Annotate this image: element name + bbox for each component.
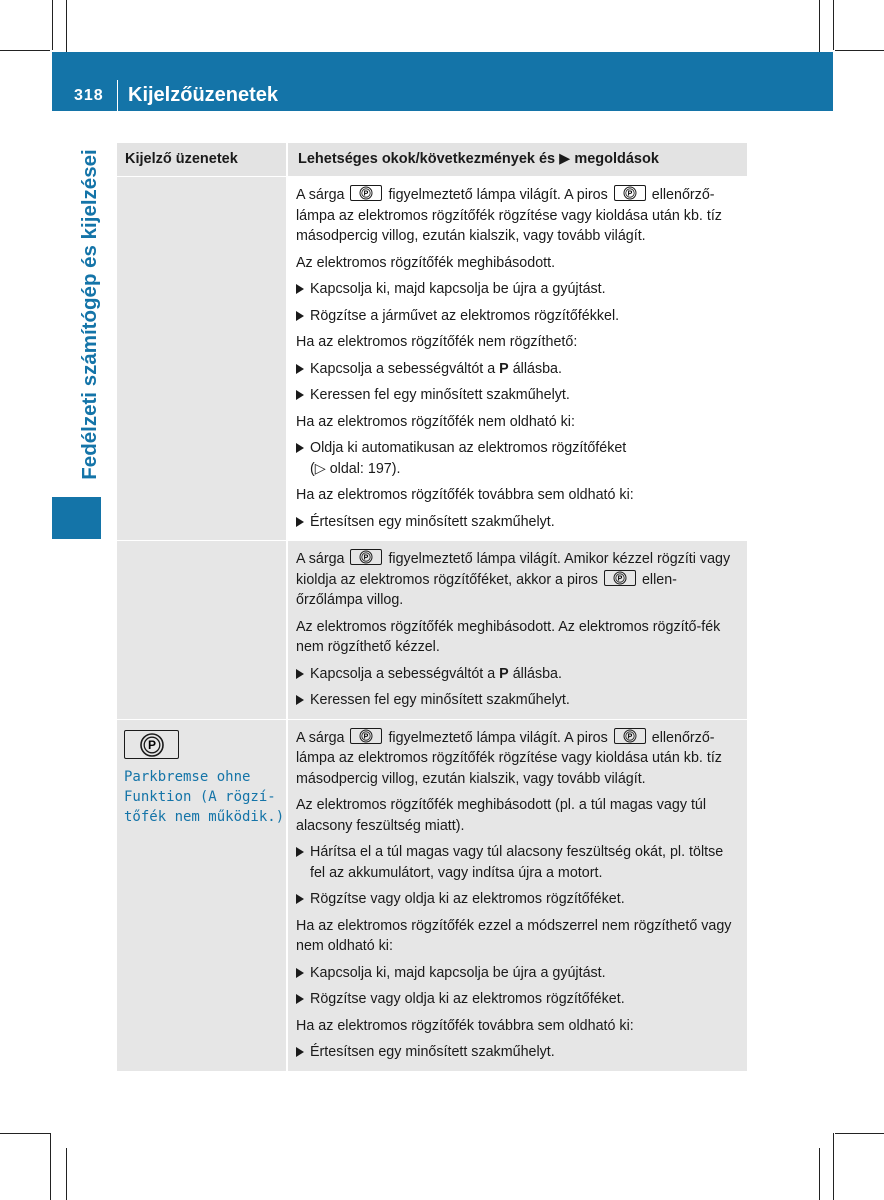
messages-table: [117, 143, 747, 1072]
instruction-item: [296, 385, 741, 406]
crop-mark: [0, 1133, 50, 1134]
page-number: 318: [74, 87, 104, 104]
arrow-icon: [296, 894, 304, 904]
text: Keressen fel egy minősített szakműhelyt.: [310, 387, 570, 403]
paragraph: [296, 549, 741, 611]
instruction-item: [296, 512, 741, 533]
display-message-cell: [117, 177, 288, 540]
paragraph: [296, 728, 741, 790]
instruction-item: [296, 306, 741, 327]
paragraph: [296, 185, 741, 247]
arrow-icon: [296, 1047, 304, 1057]
svg-text:P: P: [617, 575, 623, 583]
gear-position: P: [499, 360, 509, 377]
instruction-item: [296, 438, 741, 479]
svg-text:P: P: [364, 733, 369, 741]
text: állásba.: [512, 665, 562, 682]
side-tab: [52, 497, 101, 539]
text: A sárga: [296, 729, 345, 746]
crop-mark: [835, 50, 884, 51]
table-row: [117, 541, 747, 720]
arrow-icon: [296, 311, 304, 321]
paragraph: Az elektromos rögzítőfék meghibásodott (pl. a túl magas vagy túl alacsony feszültség miatt).: [296, 797, 707, 834]
parking-brake-icon: [614, 185, 646, 201]
paragraph: Az elektromos rögzítőfék meghibásodott. Az elektromos rögzítő-fék nem rögzíthető kézzel.: [296, 618, 721, 655]
svg-text:P: P: [147, 737, 157, 752]
text: Kapcsolja a sebességváltót a: [310, 360, 496, 377]
text: ellenőrző-lámpa az elektromos rögzítőfék rögzítése vagy kioldása után kb. tíz másodpercig villog, ezután kialszik, vagy tovább világít.: [296, 187, 722, 244]
text: Hárítsa el a túl magas vagy túl alacsony feszültség okát, pl. töltse fel az akkumulátort, vagy indítsa újra a motort.: [310, 844, 724, 881]
parking-brake-icon: [350, 185, 382, 201]
col-header-causes-solutions: Lehetséges okok/következmények és ▶ megoldások: [288, 143, 747, 176]
svg-text:P: P: [364, 190, 369, 198]
parking-brake-icon: [614, 728, 646, 744]
display-message-cell: [117, 720, 288, 1071]
arrow-icon: [296, 669, 304, 679]
parking-brake-icon: [604, 570, 636, 586]
crop-mark: [52, 0, 53, 50]
crop-mark: [0, 50, 50, 51]
text: A sárga: [296, 187, 345, 203]
solution-cell: [288, 541, 747, 719]
text: Rögzítse vagy oldja ki az elektromos rögzítőféket.: [310, 991, 625, 1007]
text: figyelmeztető lámpa világít. A piros: [388, 729, 608, 746]
text: Kapcsolja ki, majd kapcsolja be újra a gyújtást.: [310, 964, 606, 981]
parking-brake-icon: [124, 730, 179, 759]
instruction-item: [296, 279, 741, 300]
arrow-icon: [296, 968, 304, 978]
col-header-display-messages: Kijelző üzenetek: [117, 143, 288, 176]
text: Rögzítse a járművet az elektromos rögzítőfékkel.: [310, 307, 620, 324]
text: Értesítsen egy minősített szakműhelyt.: [310, 1044, 555, 1060]
instruction-item: [296, 989, 741, 1010]
paragraph: Ha az elektromos rögzítőfék nem rögzíthető:: [296, 334, 578, 350]
text: Értesítsen egy minősített szakműhelyt.: [310, 513, 555, 530]
instruction-item: [296, 359, 741, 380]
text: állásba.: [512, 360, 562, 377]
parking-brake-icon: [350, 728, 382, 744]
text: Rögzítse vagy oldja ki az elektromos rögzítőféket.: [310, 891, 625, 907]
text: Kapcsolja a sebességváltót a: [310, 665, 496, 682]
crop-mark: [819, 1148, 820, 1200]
svg-text:P: P: [627, 733, 633, 741]
text: Keressen fel egy minősített szakműhelyt.: [310, 692, 570, 708]
crop-mark: [66, 1148, 67, 1200]
text: A sárga: [296, 551, 345, 567]
paragraph: Ha az elektromos rögzítőfék továbbra sem oldható ki:: [296, 1017, 634, 1034]
text: figyelmeztető lámpa világít. Amikor kézzel rögzíti vagy kioldja az elektromos rögzítőféket, akkor a piros: [296, 551, 731, 588]
arrow-icon: [296, 390, 304, 400]
instruction-item: [296, 963, 741, 984]
side-title: Fedélzeti számítógép és kijelzései: [78, 149, 101, 480]
arrow-icon: [296, 364, 304, 374]
gear-position: P: [499, 665, 509, 682]
page-title: Kijelzőüzenetek: [128, 84, 279, 106]
arrow-icon: [296, 994, 304, 1004]
table-row: [117, 720, 747, 1072]
arrow-icon: [296, 443, 304, 453]
svg-text:P: P: [364, 554, 369, 562]
solution-cell: [288, 177, 747, 540]
crop-mark: [835, 1133, 884, 1134]
arrow-icon: [296, 284, 304, 294]
header-divider: [117, 80, 118, 111]
text: Oldja ki automatikusan az elektromos rögzítőféket: [310, 440, 627, 456]
text: Kapcsolja ki, majd kapcsolja be újra a gyújtást.: [310, 281, 606, 297]
svg-text:P: P: [627, 190, 633, 198]
instruction-item: [296, 842, 741, 883]
display-message-cell: [117, 541, 288, 719]
text: ellenőrző-lámpa az elektromos rögzítőfék rögzítése vagy kioldása után kb. tíz másodpercig villog, ezután kialszik, vagy tovább világít.: [296, 729, 722, 787]
text: ellen-őrzőlámpa villog.: [296, 571, 677, 608]
table-row: [117, 177, 747, 541]
arrow-icon: [296, 517, 304, 527]
paragraph: Az elektromos rögzítőfék meghibásodott.: [296, 254, 556, 271]
arrow-icon: [296, 847, 304, 857]
side-title-wrap: [75, 142, 105, 487]
paragraph: Ha az elektromos rögzítőfék nem oldható ki:: [296, 413, 575, 430]
paragraph: Ha az elektromos rögzítőfék ezzel a módszerrel nem rögzíthető vagy nem oldható ki:: [296, 917, 732, 954]
arrow-icon: [296, 695, 304, 705]
crop-mark: [50, 1133, 51, 1200]
solution-cell: [288, 720, 747, 1071]
instruction-item: [296, 664, 741, 685]
crop-mark: [833, 0, 834, 50]
paragraph: Ha az elektromos rögzítőfék továbbra sem oldható ki:: [296, 487, 634, 503]
display-message-text: Parkbremse ohne Funktion (A rögzí- tőfék nem működik.): [124, 768, 285, 825]
table-header-row: [117, 143, 747, 177]
crop-mark: [833, 1133, 834, 1200]
instruction-item: [296, 1042, 741, 1063]
text: figyelmeztető lámpa világít. A piros: [388, 187, 608, 203]
parking-brake-icon: [350, 549, 382, 565]
instruction-item: [296, 690, 741, 711]
page-reference[interactable]: (▷ oldal: 197).: [310, 460, 401, 477]
instruction-item: [296, 889, 741, 910]
